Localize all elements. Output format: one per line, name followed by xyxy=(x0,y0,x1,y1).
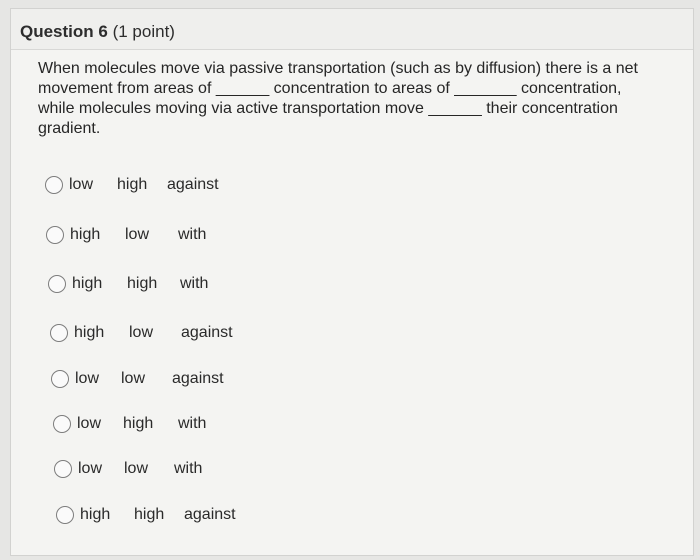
option-word-3: against xyxy=(181,324,233,341)
option-word-2: high xyxy=(134,506,165,523)
question-title xyxy=(20,22,175,42)
answer-option-4[interactable] xyxy=(50,321,233,345)
radio-button[interactable] xyxy=(54,460,72,478)
option-word-3: with xyxy=(174,460,203,477)
answer-option-3[interactable] xyxy=(48,272,208,296)
stem-line: When molecules move via passive transportation (such as by diffusion) there is a net xyxy=(38,60,638,77)
answer-option-5[interactable] xyxy=(51,367,224,391)
question-points: (1 point) xyxy=(112,22,175,41)
option-word-2: low xyxy=(124,460,149,477)
question-header xyxy=(11,9,693,50)
option-word-1: low xyxy=(69,176,94,193)
answer-option-7[interactable] xyxy=(54,457,202,481)
option-word-2: low xyxy=(125,226,150,243)
option-word-1: high xyxy=(74,324,105,341)
option-word-1: high xyxy=(72,275,103,292)
radio-button[interactable] xyxy=(50,324,68,342)
answer-option-6[interactable] xyxy=(53,412,206,436)
option-word-3: with xyxy=(178,415,207,432)
answer-option-8[interactable] xyxy=(56,503,236,527)
option-word-2: high xyxy=(127,275,158,292)
option-word-1: low xyxy=(77,415,102,432)
stem-line: while molecules moving via active transportation move ______ their concentration xyxy=(38,100,618,117)
option-word-2: low xyxy=(121,370,146,387)
option-word-1: high xyxy=(70,226,101,243)
stem-line: movement from areas of ______ concentration to areas of _______ concentration, xyxy=(38,80,622,97)
option-word-2: low xyxy=(129,324,154,341)
option-word-1: low xyxy=(75,370,100,387)
option-word-3: with xyxy=(180,275,209,292)
radio-button[interactable] xyxy=(48,275,66,293)
option-word-2: high xyxy=(117,176,148,193)
answer-option-2[interactable] xyxy=(46,223,206,247)
option-word-3: against xyxy=(167,176,219,193)
stem-line: gradient. xyxy=(38,120,101,137)
question-card xyxy=(10,8,694,556)
radio-button[interactable] xyxy=(56,506,74,524)
option-word-3: against xyxy=(172,370,224,387)
radio-button[interactable] xyxy=(51,370,69,388)
option-word-2: high xyxy=(123,415,154,432)
question-number: Question 6 xyxy=(20,22,108,41)
option-word-3: with xyxy=(178,226,207,243)
radio-button[interactable] xyxy=(46,226,64,244)
option-word-1: low xyxy=(78,460,103,477)
option-word-3: against xyxy=(184,506,236,523)
answer-option-1[interactable] xyxy=(45,173,219,197)
option-word-1: high xyxy=(80,506,111,523)
question-stem xyxy=(38,59,678,139)
radio-button[interactable] xyxy=(45,176,63,194)
radio-button[interactable] xyxy=(53,415,71,433)
